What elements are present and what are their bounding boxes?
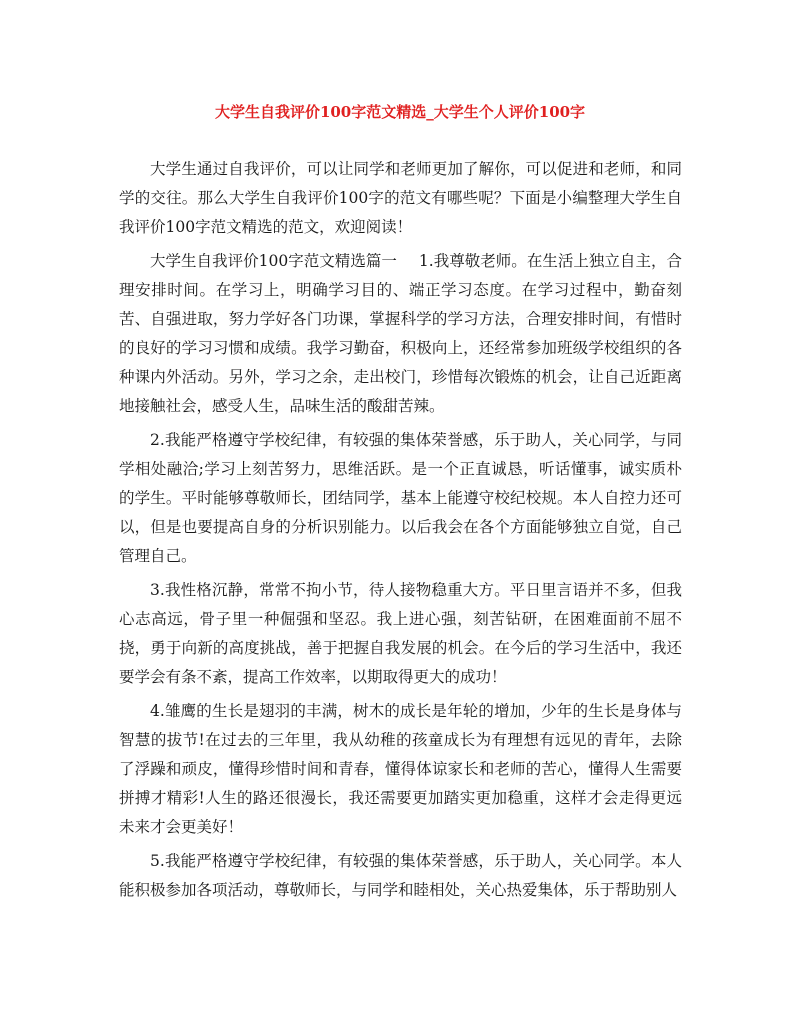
intro-paragraph: 大学生通过自我评价，可以让同学和老师更加了解你，可以促进和老师，和同学的交往。那么大学生自我评价100字的范文有哪些呢？下面是小编整理大学生自我评价100字范文精选的范文，欢迎阅读！ <box>119 160 682 236</box>
paragraph-3: 3.我性格沉静，常常不拘小节，待人接物稳重大方。平日里言语并不多，但我心志高远，骨子里一种倔强和坚忍。我上进心强，刻苦钻研，在困难面前不屈不挠，勇于向新的高度挑战，善于把握自我发展的机会。在今后的学习生活中，我还要学会有条不紊，提高工作效率，以期取得更大的成功！ <box>119 581 682 686</box>
document-title: 大学生自我评价100字范文精选_大学生个人评价100字 <box>214 103 586 121</box>
document-body <box>119 155 682 910</box>
section-label: 大学生自我评价100字范文精选篇一 <box>150 252 397 270</box>
paragraph-2: 2.我能严格遵守学校纪律，有较强的集体荣誉感，乐于助人，关心同学，与同学相处融洽;学习上刻苦努力，思维活跃。是一个正直诚恳，听话懂事，诚实质朴的学生。平时能够尊敬师长，团结同学，基本上能遵守校纪校规。本人自控力还可以，但是也要提高自身的分析识别能力。以后我会在各个方面能够独立自觉，自己管理自己。 <box>119 431 682 565</box>
paragraph-4: 4.雏鹰的生长是翅羽的丰满，树木的成长是年轮的增加，少年的生长是身体与智慧的拔节!在过去的三年里，我从幼稚的孩童成长为有理想有远见的青年，去除了浮躁和顽皮，懂得珍惜时间和青春，懂得体谅家长和老师的苦心，懂得人生需要拼搏才精彩!人生的路还很漫长，我还需要更加踏实更加稳重，这样才会走得更远未来才会更美好！ <box>119 702 682 836</box>
paragraph-5: 5.我能严格遵守学校纪律，有较强的集体荣誉感，乐于助人，关心同学。本人能积极参加各项活动，尊敬师长，与同学和睦相处，关心热爱集体，乐于帮助别人 <box>119 852 682 899</box>
paragraph-1-text: 1.我尊敬老师。在生活上独立自主，合理安排时间。在学习上，明确学习目的、端正学习态度。在学习过程中，勤奋刻苦、自强进取，努力学好各门功课，掌握科学的学习方法，合理安排时间，有惜时的良好的学习习惯和成绩。我学习勤奋，积极向上，还经常参加班级学校组织的各种课内外活动。另外，学习之余，走出校门，珍惜每次锻炼的机会，让自己近距离地接触社会，感受人生，品味生活的酸甜苦辣。 <box>119 252 682 415</box>
section-paragraph-1 <box>119 247 682 421</box>
